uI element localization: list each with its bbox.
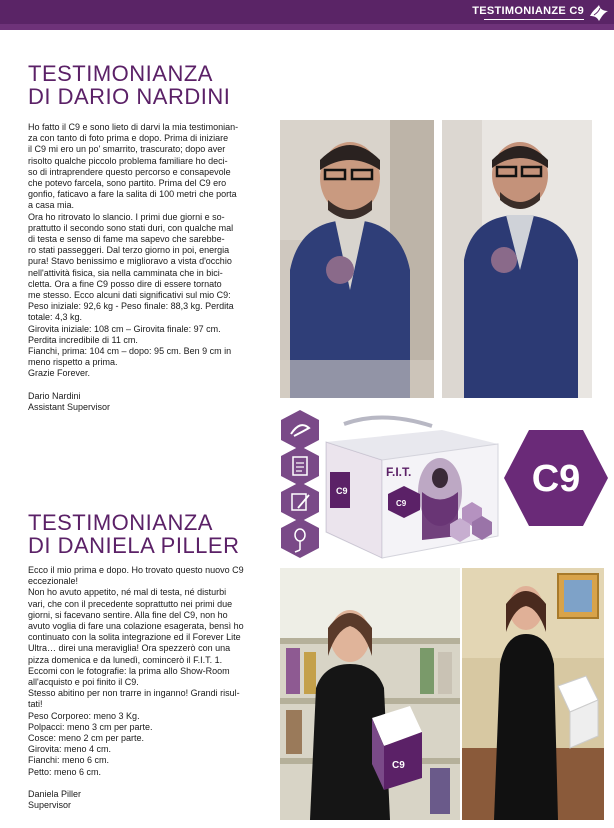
box-side-label: C9	[336, 486, 348, 496]
testimonial2-line: avuto voglia di fare una colazione esagerata, bensì ho	[28, 621, 244, 632]
testimonial2-line: Non ho avuto appetito, né mal di testa, né disturbi	[28, 587, 227, 598]
testimonial1-line: Girovita iniziale: 108 cm – Girovita finale: 97 cm.	[28, 323, 221, 334]
testimonial1-line: ro stati passeggeri. Dal terzo giorno in poi, energia	[28, 245, 230, 256]
testimonial2-line: eccezionale!	[28, 576, 79, 587]
c9-badge-text: C9	[531, 458, 581, 500]
box-brand: F.I.T.	[386, 465, 412, 479]
box-front-label: C9	[396, 499, 407, 508]
dario-after-photo	[442, 120, 592, 398]
testimonial2-line: tati!	[28, 699, 43, 710]
measuring-tape-icon	[281, 410, 319, 450]
testimonial1-line: a casa mia.	[28, 200, 75, 211]
testimonial2-line: Petto: meno 6 cm.	[28, 766, 102, 777]
testimonial1-line: di testa e senso di fame ma sapevo che sarebbe-	[28, 234, 225, 245]
testimonial2-line: Polpacci: meno 3 cm per parte.	[28, 721, 153, 732]
checklist-icon	[281, 482, 319, 522]
testimonial1-line: totale: 4,3 kg.	[28, 312, 83, 323]
testimonial1-line: prattutto il secondo sono stati duri, con qualche mal	[28, 222, 234, 233]
testimonial2-line: all'acquisto e poi finito il C9.	[28, 677, 139, 688]
c9-badge	[502, 428, 610, 528]
testimonial1-line: cletta. Ora a fine C9 posso dire di essere tornato	[28, 278, 222, 289]
daniela-after-photo	[462, 568, 604, 820]
testimonial1-line: Ho fatto il C9 e sono lieto di darvi la mia testimonian-	[28, 122, 239, 132]
c9-product-box	[322, 412, 502, 560]
testimonial2-line: Girovita: meno 4 cm.	[28, 744, 112, 755]
section-label: TESTIMONIANZE C9	[472, 5, 584, 17]
testimonial1-line: nell'attività fisica, sia nella camminata che in bici-	[28, 267, 223, 278]
dario-before-photo	[280, 120, 434, 398]
section-underline	[484, 19, 584, 20]
testimonial2-body	[28, 565, 260, 811]
testimonial2-line: Fianchi: meno 6 cm.	[28, 755, 110, 766]
testimonial2-title-line1: TESTIMONIANZA	[28, 510, 213, 535]
testimonial1-line: pura! Stavo benissimo e miglioravo a vista d'occhio	[28, 256, 232, 267]
testimonial2-line: vari, che con il precedente soprattutto nei primi due	[28, 598, 233, 609]
photo-box-label: C9	[392, 760, 405, 771]
testimonial2-line: giorni, si facevano sentire. Alla fine del C9, non ho	[28, 609, 228, 620]
daniela-before-photo	[280, 568, 460, 820]
testimonial2-line: Eccomi con le fotografie: la prima allo Show-Room	[28, 665, 230, 676]
testimonial2-line: Stesso abitino per non trarre in inganno! Grandi risul-	[28, 688, 240, 699]
testimonial1-line: Ora ho ritrovato lo slancio. I primi due giorni e so-	[28, 211, 225, 222]
clipboard-icon	[281, 446, 319, 486]
icon-column	[278, 410, 322, 560]
jump-rope-icon	[281, 518, 319, 558]
testimonial2-line: continuato con la solita integrazione ed il Forever Lite	[28, 632, 241, 643]
testimonial1-line: il C9 mi ero un po' smarrito, trascurato; dopo aver	[28, 144, 226, 155]
testimonial2-line: Daniela Piller	[28, 789, 82, 800]
testimonial1-line: meno rispetto a prima.	[28, 357, 118, 368]
testimonial1-body	[28, 122, 253, 413]
testimonial2-line: Ultra… direi una meraviglia! Ora spezzerò con una	[28, 643, 231, 654]
header-strip	[0, 24, 614, 30]
testimonial1-line: Peso iniziale: 92,6 kg - Peso finale: 88,3 kg. Perdita	[28, 301, 234, 312]
testimonial2-title-line2: DI DANIELA PILLER	[28, 533, 240, 558]
testimonial2-line: pizza domenica e da lunedì, comincerò il F.I.T. 1.	[28, 654, 223, 665]
testimonial1-line: za con tanto di foto prima e dopo. Prima di iniziare	[28, 133, 229, 144]
testimonial2-line: Ecco il mio prima e dopo. Ho trovato questo nuovo C9	[28, 565, 244, 575]
testimonial1-line: gonfio, faticavo a fare la salita di 100 metri che porta	[28, 189, 237, 200]
testimonial1-line	[28, 380, 253, 391]
testimonial1-line: so di intraprendere questo percorso e consapevole	[28, 166, 231, 177]
testimonial1-line: risolto qualche piccolo problema familiare ho deci-	[28, 155, 228, 166]
testimonial2-line	[28, 778, 260, 789]
testimonial2-line: Peso Corporeo: meno 3 Kg.	[28, 710, 140, 721]
testimonial1-title-line1: TESTIMONIANZA	[28, 61, 213, 86]
testimonial1-title	[28, 62, 230, 108]
testimonial1-line: Dario Nardini	[28, 390, 81, 401]
testimonial1-line: Fianchi, prima: 104 cm – dopo: 95 cm. Ben 9 cm in	[28, 346, 232, 357]
testimonial1-line: che potevo farcela, sono partito. Prima del C9 ero	[28, 178, 227, 189]
testimonial1-title-line2: DI DARIO NARDINI	[28, 84, 231, 109]
testimonial2-line: Cosce: meno 2 cm per parte.	[28, 733, 145, 744]
forever-logo-icon	[588, 2, 610, 24]
testimonial1-line: Perdita incredibile di 11 cm.	[28, 334, 138, 345]
testimonial1-line: me stesso. Ecco alcuni dati significativi sul mio C9:	[28, 290, 231, 301]
testimonial2-line: Supervisor	[28, 800, 72, 811]
testimonial1-line: Grazie Forever.	[28, 368, 91, 379]
testimonial1-line: Assistant Supervisor	[28, 402, 111, 413]
testimonial2-title	[28, 511, 239, 557]
